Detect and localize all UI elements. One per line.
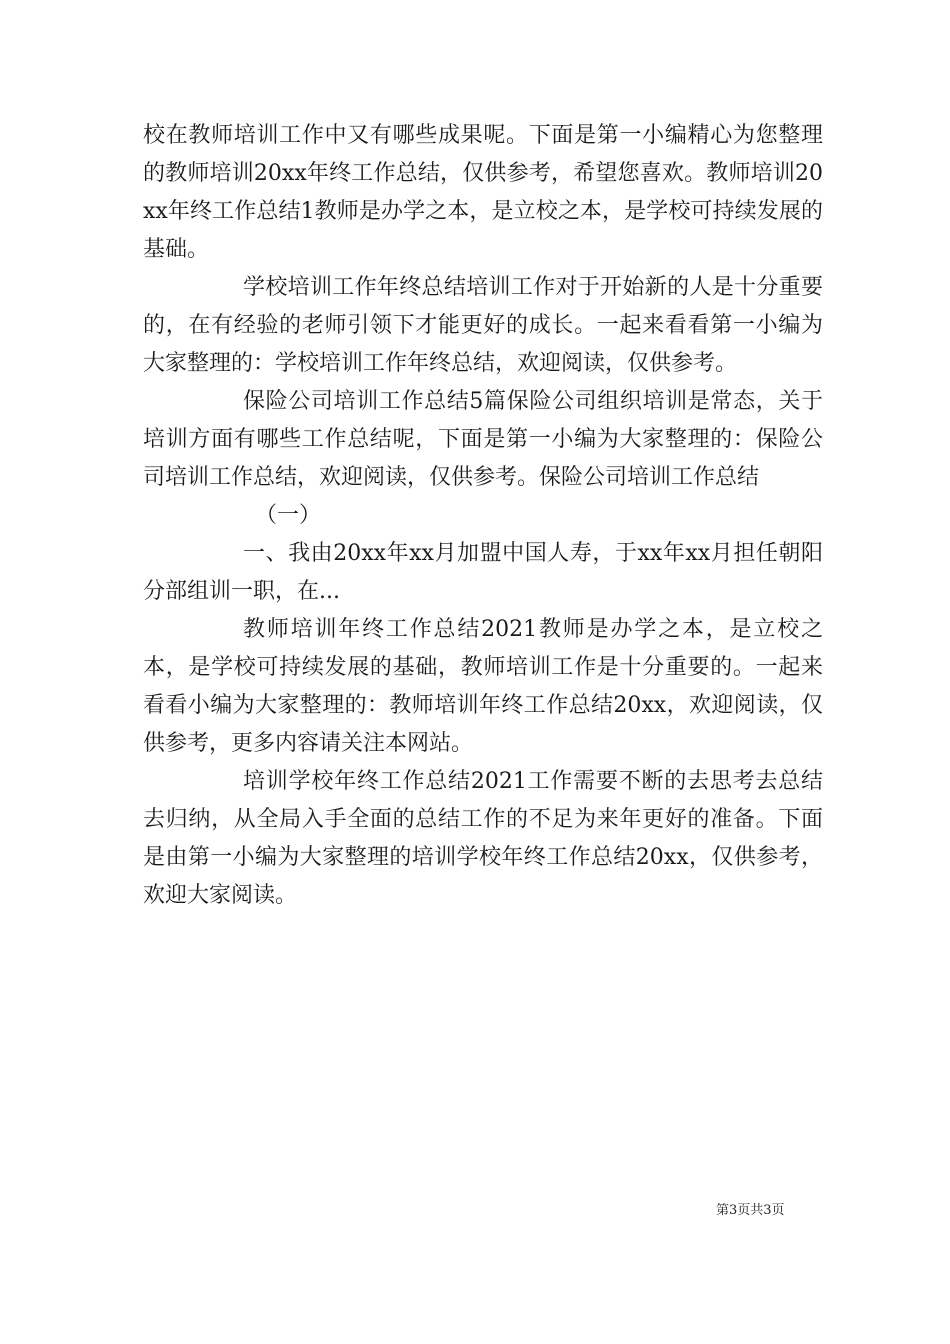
paragraph-insurance-training: 保险公司培训工作总结5篇保险公司组织培训是常态，关于培训方面有哪些工作总结呢，下面是第一小编为大家整理的：保险公司培训工作总结，欢迎阅读，仅供参考。保险公司培训工作总结 <box>143 389 823 490</box>
paragraph-training-school: 培训学校年终工作总结2021工作需要不断的去思考去总结去归纳，从全局入手全面的总结工作的不足为来年更好的准备。下面是由第一小编为大家整理的培训学校年终工作总结20xx，仅供参考，欢迎大家阅读。 <box>143 769 823 908</box>
page-number: 第3页共3页 <box>716 1203 785 1218</box>
paragraph-school-training: 学校培训工作年终总结培训工作对于开始新的人是十分重要的，在有经验的老师引领下才能更好的成长。一起来看看第一小编为大家整理的：学校培训工作年终总结，欢迎阅读，仅供参考。 <box>143 275 823 376</box>
paragraph-join-life-insurance: 一、我由20xx年xx月加盟中国人寿，于xx年xx月担任朝阳分部组训一职，在... <box>143 541 823 604</box>
paragraph-continued: 校在教师培训工作中又有哪些成果呢。下面是第一小编精心为您整理的教师培训20xx年终工作总结，仅供参考，希望您喜欢。教师培训20xx年终工作总结1教师是办学之本，是立校之本，是学校可持续发展的基础。 <box>143 123 823 262</box>
paragraph-teacher-training: 教师培训年终工作总结2021教师是办学之本，是立校之本，是学校可持续发展的基础，教师培训工作是十分重要的。一起来看看小编为大家整理的：教师培训年终工作总结20xx，欢迎阅读，仅供参考，更多内容请关注本网站。 <box>143 617 823 756</box>
document-body <box>143 117 823 915</box>
section-marker: （一） <box>255 503 322 528</box>
